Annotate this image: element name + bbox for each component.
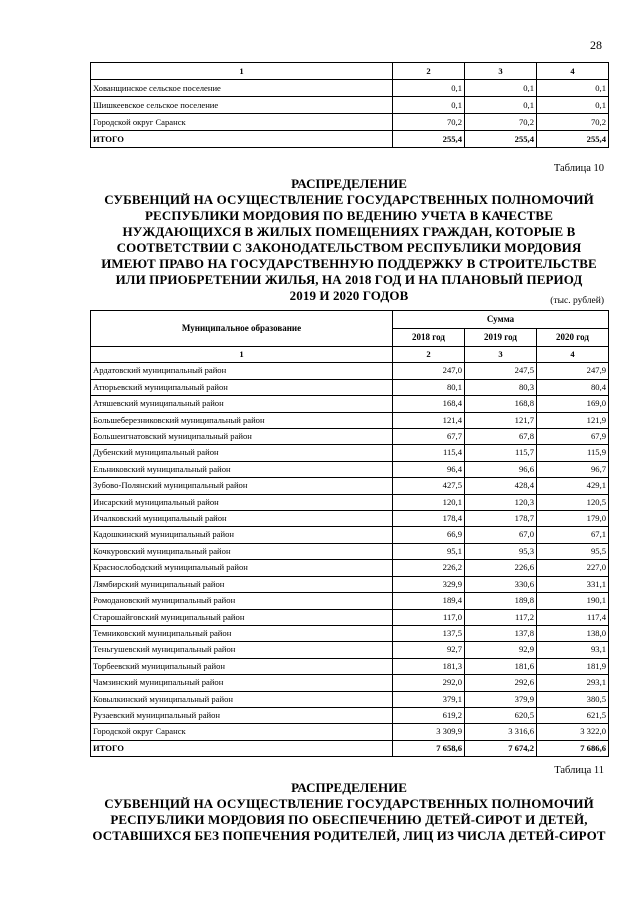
row-name: Темниковский муниципальный район [91,625,393,641]
table-row [91,363,609,379]
row-name: Дубенский муниципальный район [91,445,393,461]
value-2020: 169,0 [537,396,609,412]
value-2020: 0,1 [537,80,609,97]
value-2018: 7 658,6 [393,740,465,756]
table-row [91,429,609,445]
row-name: Лямбирский муниципальный район [91,576,393,592]
row-name: ИТОГО [91,740,393,756]
table-10-label: Таблица 10 [553,163,604,174]
table-row [91,114,609,131]
value-2019: 137,8 [465,625,537,641]
value-2020: 293,1 [537,675,609,691]
table-row [91,461,609,477]
value-2018: 121,4 [393,412,465,428]
value-2020: 80,4 [537,379,609,395]
value-2018: 80,1 [393,379,465,395]
table-row [91,724,609,740]
value-2018: 137,5 [393,625,465,641]
value-2020: 93,1 [537,642,609,658]
heading-title: РАСПРЕДЕЛЕНИЕ [291,780,407,795]
col-index: 2 [393,347,465,363]
value-2020: 115,9 [537,445,609,461]
value-2019: 92,9 [465,642,537,658]
row-name: Ельниковский муниципальный район [91,461,393,477]
value-2019: 120,3 [465,494,537,510]
row-name: Шишкеевское сельское поселение [91,97,393,114]
value-2018: 117,0 [393,609,465,625]
row-name: Городской округ Саранск [91,724,393,740]
value-2020: 227,0 [537,560,609,576]
value-2018: 0,1 [393,80,465,97]
value-2020: 0,1 [537,97,609,114]
value-2018: 120,1 [393,494,465,510]
header-row [91,311,609,329]
value-2019: 292,6 [465,675,537,691]
value-2018: 0,1 [393,97,465,114]
col-index: 4 [537,63,609,80]
row-name: Кочкуровский муниципальный район [91,543,393,559]
value-2019: 181,6 [465,658,537,674]
year-2019-header: 2019 год [465,329,537,347]
row-name: ИТОГО [91,131,393,148]
table-row [91,707,609,723]
heading-line: СООТВЕТСТВИИ С ЗАКОНОДАТЕЛЬСТВОМ РЕСПУБЛИКИ МОРДОВИЯ [116,240,582,255]
row-name: Ромодановский муниципальный район [91,593,393,609]
row-name: Чамзинский муниципальный район [91,675,393,691]
row-name: Кадошкинский муниципальный район [91,527,393,543]
table-row [91,478,609,494]
column-index-row [91,347,609,363]
value-2020: 190,1 [537,593,609,609]
value-2020: 67,1 [537,527,609,543]
table-row [91,543,609,559]
table-row [91,379,609,395]
value-2020: 67,9 [537,429,609,445]
table-row [91,593,609,609]
row-name: Ковылкинский муниципальный район [91,691,393,707]
value-2019: 620,5 [465,707,537,723]
table-row [91,642,609,658]
year-2020-header: 2020 год [537,329,609,347]
column-index-row [91,63,609,80]
table-11-heading [90,780,608,844]
table-11-label: Таблица 11 [554,765,604,776]
total-row [91,131,609,148]
value-2019: 67,0 [465,527,537,543]
heading-line: 2019 И 2020 ГОДОВ [289,288,409,303]
value-2019: 0,1 [465,97,537,114]
value-2018: 115,4 [393,445,465,461]
col-index: 3 [465,347,537,363]
value-2018: 95,1 [393,543,465,559]
value-2018: 70,2 [393,114,465,131]
value-2020: 96,7 [537,461,609,477]
value-2018: 329,9 [393,576,465,592]
value-2019: 379,9 [465,691,537,707]
municipality-header: Муниципальное образование [91,311,393,347]
heading-line: РЕСПУБЛИКИ МОРДОВИЯ ПО ВЕДЕНИЮ УЧЕТА В КАЧЕСТВЕ [145,208,553,223]
col-index: 1 [91,63,393,80]
table-row [91,412,609,428]
value-2018: 178,4 [393,511,465,527]
sum-header: Сумма [393,311,609,329]
row-name: Торбеевский муниципальный район [91,658,393,674]
continued-table [90,62,609,148]
row-name: Старошайговский муниципальный район [91,609,393,625]
table-row [91,675,609,691]
row-name: Атяшевский муниципальный район [91,396,393,412]
table-row [91,691,609,707]
value-2020: 70,2 [537,114,609,131]
heading-line: СУБВЕНЦИЙ НА ОСУЩЕСТВЛЕНИЕ ГОСУДАРСТВЕННЫХ ПОЛНОМОЧИЙ [104,192,594,207]
value-2019: 0,1 [465,80,537,97]
table-row [91,560,609,576]
table-row [91,97,609,114]
value-2019: 189,8 [465,593,537,609]
value-2020: 138,0 [537,625,609,641]
year-2018-header: 2018 год [393,329,465,347]
row-name: Зубово-Полянский муниципальный район [91,478,393,494]
total-row [91,740,609,756]
heading-line: ИЛИ ПРИОБРЕТЕНИИ ЖИЛЬЯ, НА 2018 ГОД И НА ПЛАНОВЫЙ ПЕРИОД [115,272,583,287]
table-10 [90,310,609,757]
value-2019: 67,8 [465,429,537,445]
row-name: Ардатовский муниципальный район [91,363,393,379]
row-name: Рузаевский муниципальный район [91,707,393,723]
heading-line: НУЖДАЮЩИХСЯ В ЖИЛЫХ ПОМЕЩЕНИЯХ ГРАЖДАН, КОТОРЫЕ В [122,224,576,239]
row-name: Хованщинское сельское поселение [91,80,393,97]
value-2018: 247,0 [393,363,465,379]
table-row [91,494,609,510]
value-2018: 67,7 [393,429,465,445]
value-2019: 121,7 [465,412,537,428]
value-2018: 427,5 [393,478,465,494]
value-2020: 247,9 [537,363,609,379]
value-2019: 117,2 [465,609,537,625]
value-2019: 428,4 [465,478,537,494]
row-name: Теньгушевский муниципальный район [91,642,393,658]
value-2020: 7 686,6 [537,740,609,756]
value-2020: 3 322,0 [537,724,609,740]
row-name: Городской округ Саранск [91,114,393,131]
value-2020: 179,0 [537,511,609,527]
col-index: 4 [537,347,609,363]
table-row [91,396,609,412]
row-name: Краснослободский муниципальный район [91,560,393,576]
value-2018: 255,4 [393,131,465,148]
table-row [91,658,609,674]
value-2018: 66,9 [393,527,465,543]
table-10-heading [90,176,608,304]
value-2020: 117,4 [537,609,609,625]
value-2019: 247,5 [465,363,537,379]
row-name: Ичалковский муниципальный район [91,511,393,527]
units-note: (тыс. рублей) [550,296,604,306]
heading-line: СУБВЕНЦИЙ НА ОСУЩЕСТВЛЕНИЕ ГОСУДАРСТВЕННЫХ ПОЛНОМОЧИЙ [104,796,594,811]
value-2020: 255,4 [537,131,609,148]
value-2018: 379,1 [393,691,465,707]
table-row [91,527,609,543]
value-2019: 70,2 [465,114,537,131]
value-2019: 96,6 [465,461,537,477]
row-name: Атюрьевский муниципальный район [91,379,393,395]
heading-title: РАСПРЕДЕЛЕНИЕ [291,176,407,191]
value-2019: 168,8 [465,396,537,412]
value-2019: 255,4 [465,131,537,148]
value-2020: 429,1 [537,478,609,494]
col-index: 1 [91,347,393,363]
value-2019: 226,6 [465,560,537,576]
value-2020: 380,5 [537,691,609,707]
row-name: Большеигнатовский муниципальный район [91,429,393,445]
value-2018: 226,2 [393,560,465,576]
value-2019: 178,7 [465,511,537,527]
value-2018: 3 309,9 [393,724,465,740]
value-2018: 92,7 [393,642,465,658]
value-2020: 121,9 [537,412,609,428]
col-index: 3 [465,63,537,80]
value-2019: 95,3 [465,543,537,559]
page-number: 28 [590,38,602,52]
table-row [91,609,609,625]
value-2018: 292,0 [393,675,465,691]
value-2019: 7 674,2 [465,740,537,756]
table-row [91,576,609,592]
table-row [91,511,609,527]
value-2019: 115,7 [465,445,537,461]
value-2018: 168,4 [393,396,465,412]
value-2020: 331,1 [537,576,609,592]
table-row [91,625,609,641]
value-2020: 181,9 [537,658,609,674]
table-row [91,445,609,461]
value-2020: 95,5 [537,543,609,559]
heading-line: ИМЕЮТ ПРАВО НА ГОСУДАРСТВЕННУЮ ПОДДЕРЖКУ В СТРОИТЕЛЬСТВЕ [101,256,597,271]
value-2020: 621,5 [537,707,609,723]
value-2018: 619,2 [393,707,465,723]
value-2018: 181,3 [393,658,465,674]
value-2020: 120,5 [537,494,609,510]
table-row [91,80,609,97]
heading-line: РЕСПУБЛИКИ МОРДОВИЯ ПО ОБЕСПЕЧЕНИЮ ДЕТЕЙ-СИРОТ И ДЕТЕЙ, [110,812,588,827]
value-2019: 80,3 [465,379,537,395]
col-index: 2 [393,63,465,80]
value-2019: 330,6 [465,576,537,592]
row-name: Большеберезниковский муниципальный район [91,412,393,428]
row-name: Инсарский муниципальный район [91,494,393,510]
value-2018: 96,4 [393,461,465,477]
value-2018: 189,4 [393,593,465,609]
heading-line: ОСТАВШИХСЯ БЕЗ ПОПЕЧЕНИЯ РОДИТЕЛЕЙ, ЛИЦ ИЗ ЧИСЛА ДЕТЕЙ-СИРОТ [92,828,606,843]
value-2019: 3 316,6 [465,724,537,740]
